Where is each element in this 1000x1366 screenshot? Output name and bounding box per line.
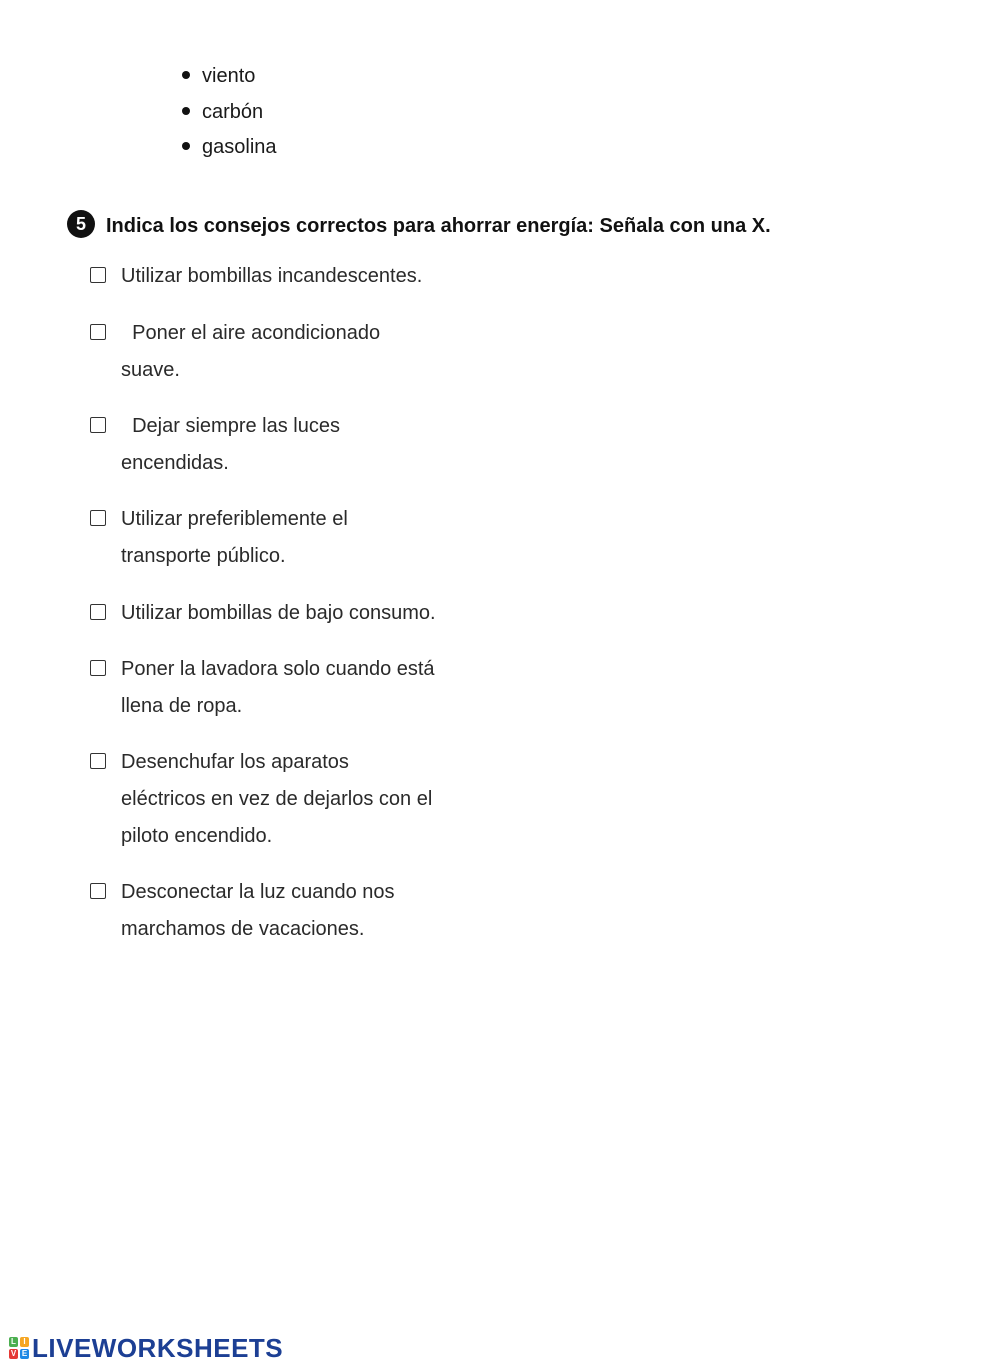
logo-icon: L I V E: [10, 1337, 28, 1358]
option-text: Desenchufar los aparatos eléctricos en vez de dejarlos con el piloto encendido.: [121, 751, 433, 847]
option-checkbox[interactable]: [90, 604, 106, 620]
list-item-text: gasolina: [202, 136, 277, 158]
option-text: Utilizar preferiblemente el transporte público.: [121, 508, 348, 567]
question-number-badge: 5: [67, 210, 95, 238]
list-item: [180, 129, 277, 165]
option-text: Poner el aire acondicionado suave.: [121, 322, 381, 381]
list-item-text: viento: [202, 65, 256, 87]
source-list: [180, 58, 277, 165]
liveworksheets-logo[interactable]: [9, 1333, 283, 1363]
option-text: Utilizar bombillas incandescentes.: [121, 265, 423, 287]
list-item: [180, 58, 277, 94]
logo-text: LIVEWORKSHEETS: [32, 1333, 284, 1363]
option-checkbox[interactable]: [90, 510, 106, 526]
option-checkbox[interactable]: [90, 324, 106, 340]
option-text: Desconectar la luz cuando nos marchamos de vacaciones.: [121, 881, 395, 940]
bullet-icon: [182, 71, 190, 79]
option-checkbox[interactable]: [90, 883, 106, 899]
option-checkbox[interactable]: [90, 417, 106, 433]
bullet-icon: [182, 142, 190, 150]
list-item-text: carbón: [202, 100, 264, 123]
option-text: Dejar siempre las luces encendidas.: [121, 415, 340, 474]
bullet-icon: [182, 107, 190, 115]
question-header: [67, 210, 967, 246]
option-checkbox[interactable]: [90, 267, 106, 283]
option-checkbox[interactable]: [90, 753, 106, 769]
option-text: Utilizar bombillas de bajo consumo.: [121, 602, 436, 624]
list-item: [180, 94, 277, 130]
option-text: Poner la lavadora solo cuando está llena de ropa.: [121, 658, 435, 717]
question-text: Indica los consejos correctos para ahorrar energía: Señala con una X.: [106, 215, 771, 237]
option-checkbox[interactable]: [90, 660, 106, 676]
